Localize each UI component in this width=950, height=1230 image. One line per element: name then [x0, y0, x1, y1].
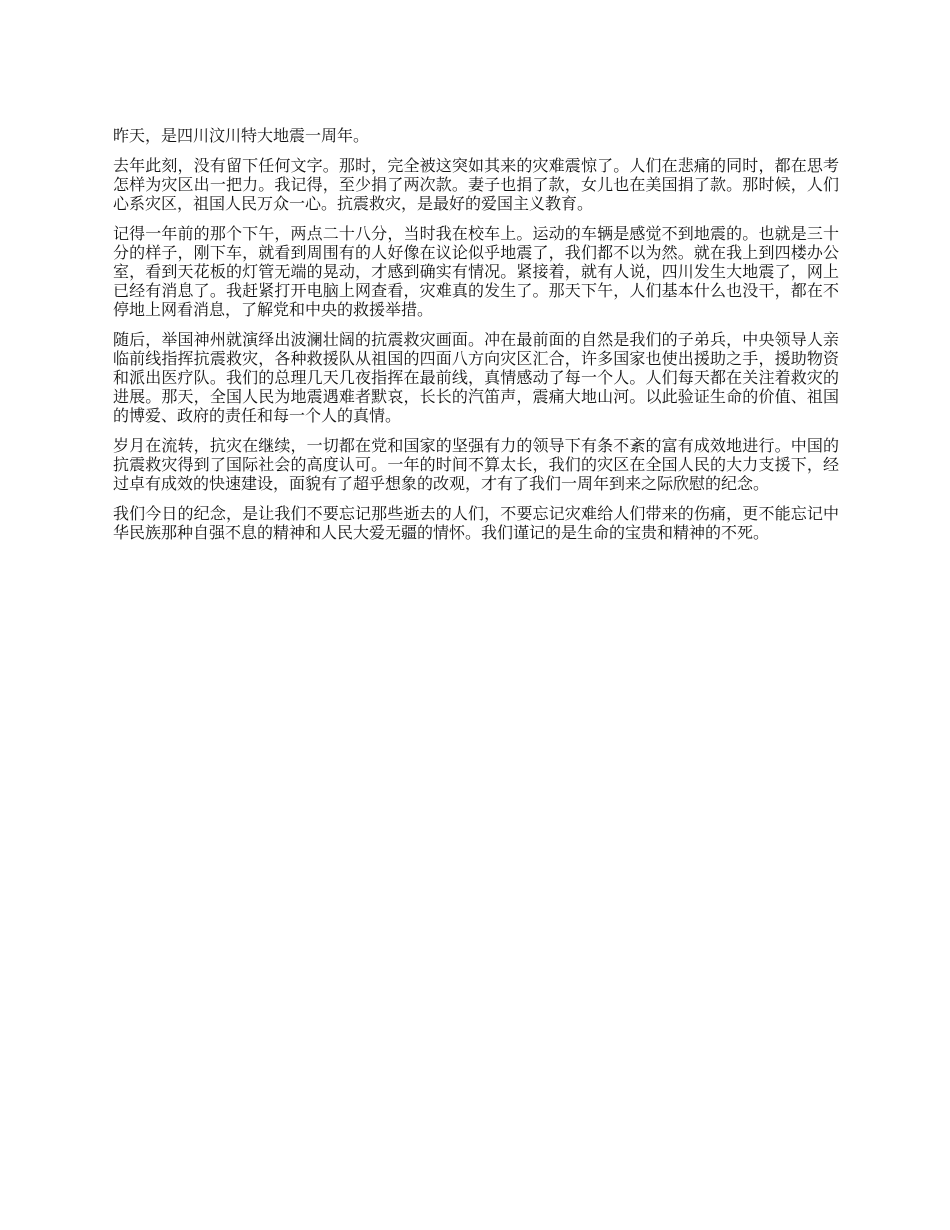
paragraph-2: 去年此刻，没有留下任何文字。那时，完全被这突如其来的灾难震惊了。人们在悲痛的同时，都在思考怎样为灾区出一把力。我记得，至少捐了两次款。妻子也捐了款，女儿也在美国捐了款。那时候，人们心系灾区，祖国人民万众一心。抗震救灾，是最好的爱国主义教育。	[113, 156, 839, 213]
paragraph-3: 记得一年前的那个下午，两点二十八分，当时我在校车上。运动的车辆是感觉不到地震的。也就是三十分的样子，刚下车，就看到周围有的人好像在议论似乎地震了，我们都不以为然。就在我上到四楼办公室，看到天花板的灯管无端的晃动，才感到确实有情况。紧接着，就有人说，四川发生大地震了，网上已经有消息了。我赶紧打开电脑上网查看，灾难真的发生了。那天下午，人们基本什么也没干，都在不停地上网看消息，了解党和中央的救援举措。	[113, 224, 839, 319]
paragraph-5: 岁月在流转，抗灾在继续，一切都在党和国家的坚强有力的领导下有条不紊的富有成效地进行。中国的抗震救灾得到了国际社会的高度认可。一年的时间不算太长，我们的灾区在全国人民的大力支援下，经过卓有成效的快速建设，面貌有了超乎想象的改观，才有了我们一周年到来之际欣慰的纪念。	[113, 436, 839, 493]
paragraph-6: 我们今日的纪念，是让我们不要忘记那些逝去的人们，不要忘记灾难给人们带来的伤痛，更不能忘记中华民族那种自强不息的精神和人民大爱无疆的情怀。我们谨记的是生命的宝贵和精神的不死。	[113, 504, 839, 542]
paragraph-4: 随后，举国神州就演绎出波澜壮阔的抗震救灾画面。冲在最前面的自然是我们的子弟兵，中央领导人亲临前线指挥抗震救灾，各种救援队从祖国的四面八方向灾区汇合，许多国家也使出援助之手，援助物资和派出医疗队。我们的总理几天几夜指挥在最前线，真情感动了每一个人。人们每天都在关注着救灾的进展。那天，全国人民为地震遇难者默哀，长长的汽笛声，震痛大地山河。以此验证生命的价值、祖国的博爱、政府的责任和每一个人的真情。	[113, 330, 839, 425]
paragraph-1: 昨天，是四川汶川特大地震一周年。	[113, 126, 370, 145]
document-body	[113, 126, 839, 553]
